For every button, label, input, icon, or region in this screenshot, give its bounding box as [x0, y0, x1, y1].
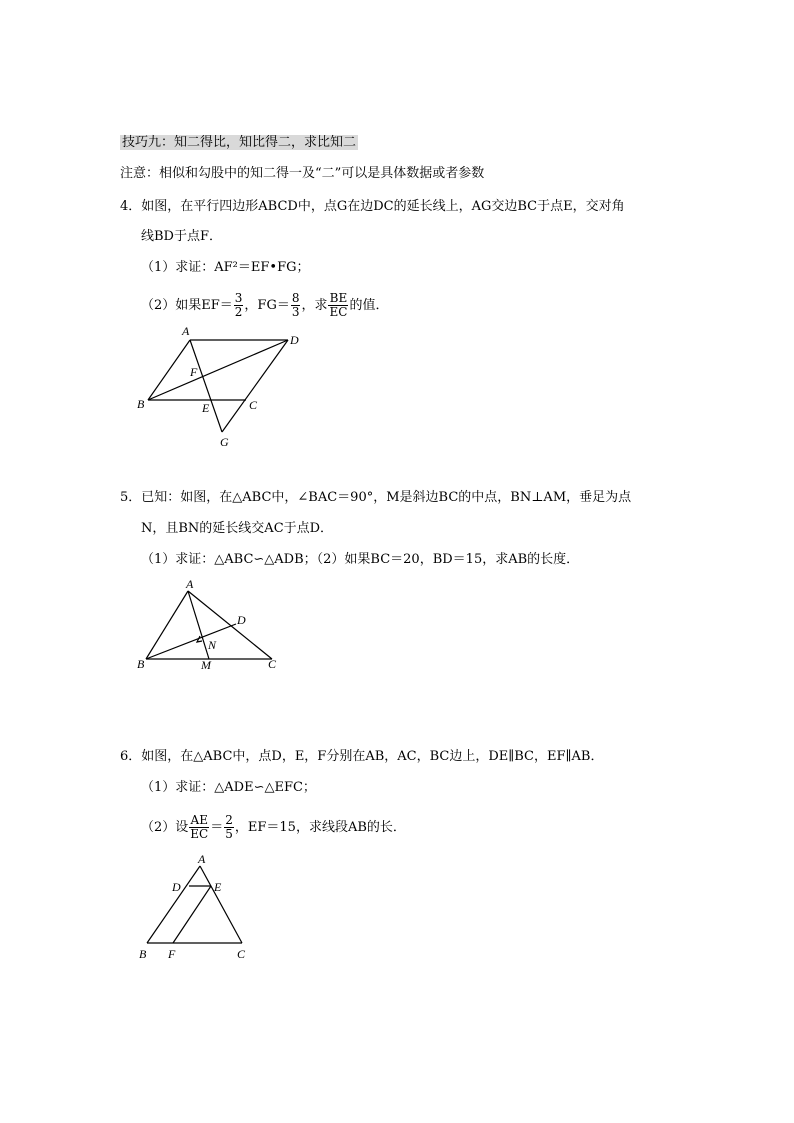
- problem5-line1: 5．已知：如图，在△ABC中，∠BAC＝90°，M是斜边BC的中点，BN⊥AM，垂足为点: [120, 490, 632, 505]
- label-b: B: [139, 947, 147, 961]
- seg-ef: [173, 886, 211, 943]
- frac-num: 8: [291, 291, 300, 305]
- frac-den: EC: [329, 305, 348, 319]
- label-d: D: [290, 333, 299, 347]
- label-f: F: [190, 365, 198, 379]
- label-e: E: [214, 880, 222, 894]
- frac-num: AE: [190, 813, 208, 827]
- label-c: C: [268, 657, 277, 671]
- frac-num: BE: [329, 291, 348, 305]
- label-d: D: [237, 613, 246, 627]
- label-b: B: [137, 657, 145, 671]
- frac-den: 2: [234, 305, 243, 319]
- label-n: N: [208, 638, 217, 652]
- problem4-part2-ask: ，求: [301, 298, 328, 313]
- label-g: G: [220, 435, 229, 449]
- problem6-line1: 6．如图，在△ABC中，点D，E，F分别在AB，AC，BC边上，DE∥BC，EF∥AB．: [120, 749, 604, 764]
- problem4-part1: （1）求证：AF²＝EF•FG；: [141, 260, 310, 275]
- problem4-part2-mid: ，FG＝: [244, 298, 290, 313]
- label-c: C: [249, 398, 258, 412]
- seg-ac: [200, 866, 242, 943]
- label-f: F: [168, 947, 176, 961]
- frac-den: 3: [291, 305, 300, 319]
- problem6-part2-prefix: （2）设: [141, 820, 189, 835]
- seg-ab: [147, 866, 200, 943]
- label-d: D: [172, 880, 181, 894]
- problem6-part2-suffix: ，EF＝15，求线段AB的长．: [234, 820, 406, 835]
- label-c: C: [237, 947, 246, 961]
- problem5-line2: N，且BN的延长线交AC于点D．: [141, 521, 334, 536]
- problem4-part2-suffix: 的值．: [349, 298, 389, 313]
- problem5-parts: （1）求证：△ABC∽△ADB；（2）如果BC＝20，BD＝15，求AB的长度．: [141, 552, 580, 567]
- note-text: 注意：相似和勾股中的知二得一及“二”可以是具体数据或者参数: [120, 166, 485, 181]
- frac-den: 5: [225, 827, 233, 841]
- problem6-part2-eq: ＝: [210, 820, 224, 835]
- label-e: E: [202, 401, 210, 415]
- label-a: A: [198, 852, 206, 866]
- label-a: A: [182, 324, 190, 338]
- label-a: A: [186, 577, 194, 591]
- frac-num: 3: [234, 291, 243, 305]
- problem6-part1: （1）求证：△ADE∽△EFC；: [141, 780, 316, 795]
- label-b: B: [137, 397, 145, 411]
- problem4-line1: 4．如图，在平行四边形ABCD中，点G在边DC的延长线上，AG交边BC于点E，交对角: [120, 199, 625, 214]
- frac-num: 2: [225, 813, 233, 827]
- frac-den: EC: [190, 827, 209, 841]
- problem4-part2-prefix: （2）如果EF＝: [141, 298, 233, 313]
- problem4-line2: 线BD于点F．: [141, 229, 222, 244]
- section-heading: 技巧九：知二得比，知比得二，求比知二: [122, 135, 357, 150]
- label-m: M: [201, 658, 211, 672]
